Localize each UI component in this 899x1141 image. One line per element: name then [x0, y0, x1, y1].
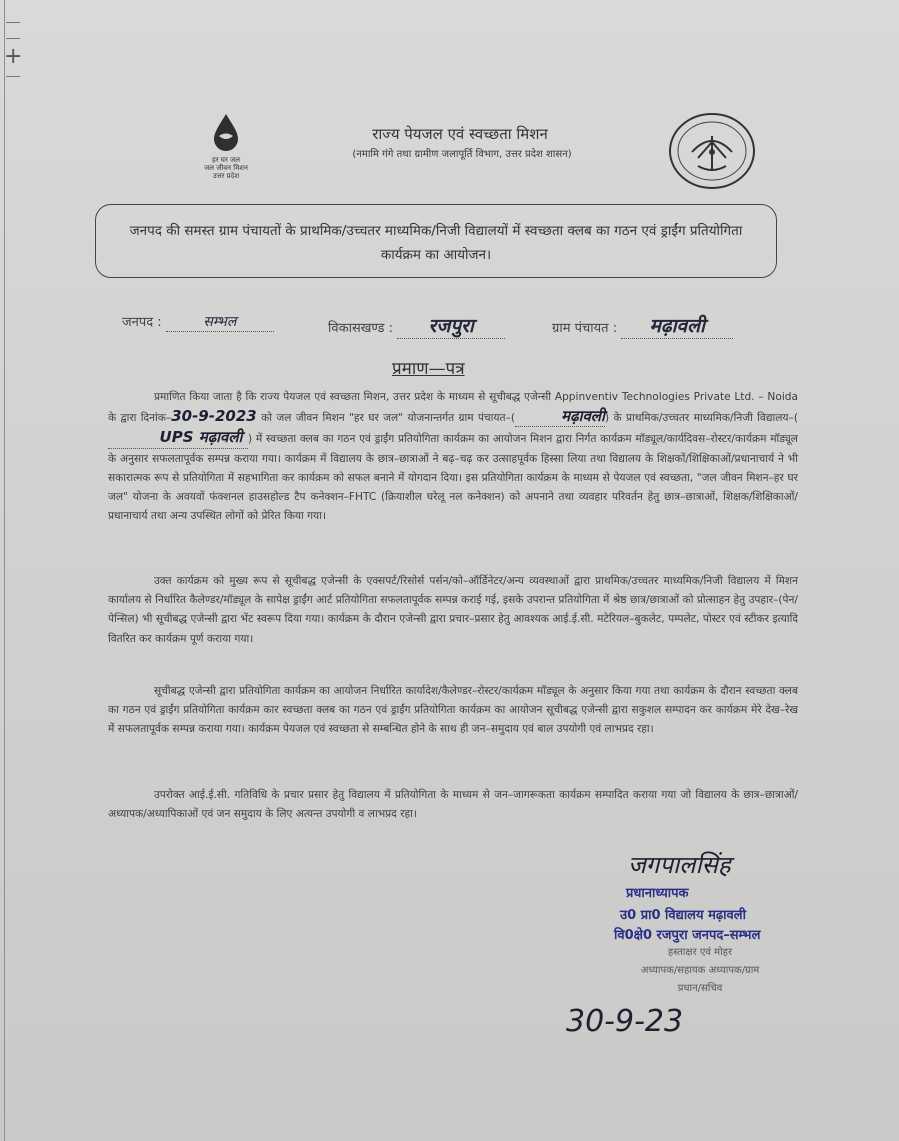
- para1-part4: ) में स्वच्छता क्लब का गठन एवं ड्राईंग प्रतियोगिता कार्यक्रम का आयोजन मिशन द्वारा निर्गत कार्यक्रम मॉड्यूल/कार्यदिवस–रोस्टर/कार्यक्रम मॉड्यूल के अनुसार सफलतापूर्वक सम्पन्न कराया गया। कार्यक्रम में विद्यालय के छात्र–छात्राओं ने बढ़–चढ़ कर उत्साहपूर्वक हिस्सा लिया तथा विद्यालय के शिक्षकों/शिक्षिकाओं/प्रधानाचार्य ने भी सकारात्मक रूप से प्रतियोगिता में सहभागिता कर कार्यक्रम को सफल बनाने में योगदान दिया। इस प्रतियोगिता कार्यक्रम के माध्यम से पेयजल एवं स्वच्छता, "जल जीवन मिशन–हर घर जल" योजना के अवयवों फंक्शनल हाउसहोल्ड टैप कनेक्शन–FHTC (क्रियाशील घरेलू नल कनेक्शन) को अपनाने तथा व्यवहार परिवर्तन हेतु छात्र–छात्राओं, शिक्षक/शिक्षिकाओं/प्रधानाचार्य तथा अन्य उपस्थित लोगों को प्रेरित किया गया।: [108, 433, 798, 523]
- margin-rule: [4, 0, 5, 1141]
- paragraph-2: उक्त कार्यक्रम को मुख्य रूप से सूचीबद्ध एजेन्सी के एक्सपर्ट/रिसोर्स पर्सन/को–ऑर्डिनेटर/अन्य व्यवस्थाओं द्वारा प्राथमिक/उच्चतर माध्यमिक/निजी विद्यालय में मिशन कार्यालय से निर्धारित कैलेण्डर/मॉड्यूल के सापेक्ष ड्राईंग आर्ट प्रतियोगिता सफलतापूर्वक सम्पन्न कराई गई, इसके उपरान्त प्रतियोगिता में श्रेष्ठ छात्र/छात्राओं को प्रोत्साहन हेतु उपहार–(पेन/पेन्सिल) भी सूचीबद्ध एजेन्सी द्वारा भेंट स्वरूप दिया गया। कार्यक्रम के दौरान एजेन्सी द्वारा प्रचार–प्रसार हेतु आवश्यक आई.ई.सी. मटेरियल–बुकलेट, पम्पलेट, पोस्टर एवं स्टीकर इत्यादि वितरित कर कार्यक्रम पूर्ण कराया गया।: [108, 575, 798, 645]
- block-label: विकासखण्ड :: [328, 321, 394, 336]
- district-label: जनपद :: [122, 315, 162, 330]
- logo-caption-1: हर घर जल: [212, 156, 240, 164]
- mission-title: राज्य पेयजल एवं स्वच्छता मिशन: [372, 125, 548, 143]
- mission-subtitle: (नमामि गंगे तथा ग्रामीण जलापूर्ति विभाग, उत्तर प्रदेश शासन): [352, 149, 572, 160]
- para1-part3: ) के प्राथमिक/उच्चतर माध्यमिक/निजी विद्यालय–(: [605, 412, 798, 425]
- paragraph-4: उपरोक्त आई.ई.सी. गतिविधि के प्रचार प्रसार हेतु विद्यालय में प्रतियोगिता के माध्यम से जन–जागरूकता कार्यक्रम सम्पादित कराया गया जो विद्यालय के छात्र–छात्राओं/अध्यापक/अध्यापिकाओं एवं जन समुदाय के लिए अत्यन्त उपयोगी व लाभप्रद रहा।: [108, 789, 798, 821]
- block-field: [328, 312, 505, 339]
- margin-tick: [6, 22, 20, 23]
- panchayat-handwritten: मढ़ावली: [515, 407, 605, 427]
- handwritten-date: 30-9-23: [566, 1004, 684, 1039]
- signature-caption-line2: अध्यापक/सहायक अध्यापक/ग्राम: [640, 965, 760, 976]
- subject-box: जनपद की समस्त ग्राम पंचायतों के प्राथमिक/उच्चतर माध्यमिक/निजी विद्यालयों में स्वच्छता क्लब का गठन एवं ड्राईंग प्रतियोगिता कार्यक्रम का आयोजन।: [95, 204, 777, 278]
- signature-caption: [620, 944, 780, 998]
- logo-caption-2: जल जीवन मिशन: [204, 164, 248, 172]
- block-value: रजपुरा: [397, 312, 505, 339]
- plus-mark-icon: +: [4, 44, 23, 69]
- school-handwritten: UPS मढ़ावली: [108, 428, 248, 448]
- certificate-title: प्रमाण—पत्र: [392, 359, 465, 379]
- signature-caption-line3: प्रधान/सचिव: [677, 983, 723, 994]
- har-ghar-jal-logo: [190, 112, 262, 180]
- logo-caption-3: उत्तर प्रदेश: [212, 172, 240, 180]
- paragraph-3: सूचीबद्ध एजेन्सी द्वारा प्रतियोगिता कार्यक्रम का आयोजन निर्धारित कार्यादेश/कैलेण्डर–रोस्टर/कार्यक्रम मॉड्यूल के अनुसार किया गया तथा कार्यक्रम के दौरान स्वच्छता क्लब का गठन एवं ड्राईंग प्रतियोगिता कार्यक्रम कार स्वच्छता क्लब का गठन एवं ड्राईंग प्रतियोगिता कार्यक्रम का आयोजन सूचीबद्ध एजेन्सी द्वारा सकुशल सम्पादन कर कार्यक्रम मेरे देख–रेख में सफलतापूर्वक सम्पन्न कराया गया। कार्यक्रम पेयजल एवं स्वच्छता से सम्बन्धित होने के साथ ही जन–समुदाय एवं बाल उपयोगी एवं लाभप्रद रहा।: [108, 685, 798, 736]
- stamp-school: उ0 प्रा0 विद्यालय मढ़ावली: [620, 908, 746, 923]
- para1-part1: प्रमाणित किया जाता है कि राज्य पेयजल एवं स्वच्छता मिशन, उत्तर प्रदेश के माध्यम से सूचीबद्ध एजेन्सी Appinventiv Technologies Private Ltd. – Noida के द्वारा दिनांक–: [108, 391, 798, 425]
- margin-tick: [6, 76, 20, 77]
- handwritten-signature: जगपालसिंह: [628, 851, 731, 879]
- paragraph-1: [108, 388, 798, 526]
- emblem-seal-icon: [668, 112, 756, 190]
- para1-part2: को जल जीवन मिशन "हर घर जल" योजनान्तर्गत ग्राम पंचायत–(: [261, 412, 516, 425]
- district-field: [122, 312, 274, 332]
- stamp-designation: प्रधानाध्यापक: [626, 886, 689, 901]
- panchayat-field: [552, 312, 733, 339]
- signature-caption-line1: हस्ताक्षर एवं मोहर: [667, 947, 733, 958]
- event-date-handwritten: 30-9-2023: [171, 407, 257, 426]
- headmaster-stamp: [600, 848, 830, 943]
- panchayat-value: मढ़ावली: [621, 312, 733, 339]
- panchayat-label: ग्राम पंचायत :: [552, 321, 618, 336]
- district-value: सम्भल: [166, 312, 274, 332]
- margin-tick: [6, 38, 20, 39]
- up-government-emblem: [668, 112, 756, 194]
- water-drop-icon: [206, 112, 246, 152]
- stamp-block-district: वि0क्षे0 रजपुरा जनपद–सम्भल: [614, 928, 761, 943]
